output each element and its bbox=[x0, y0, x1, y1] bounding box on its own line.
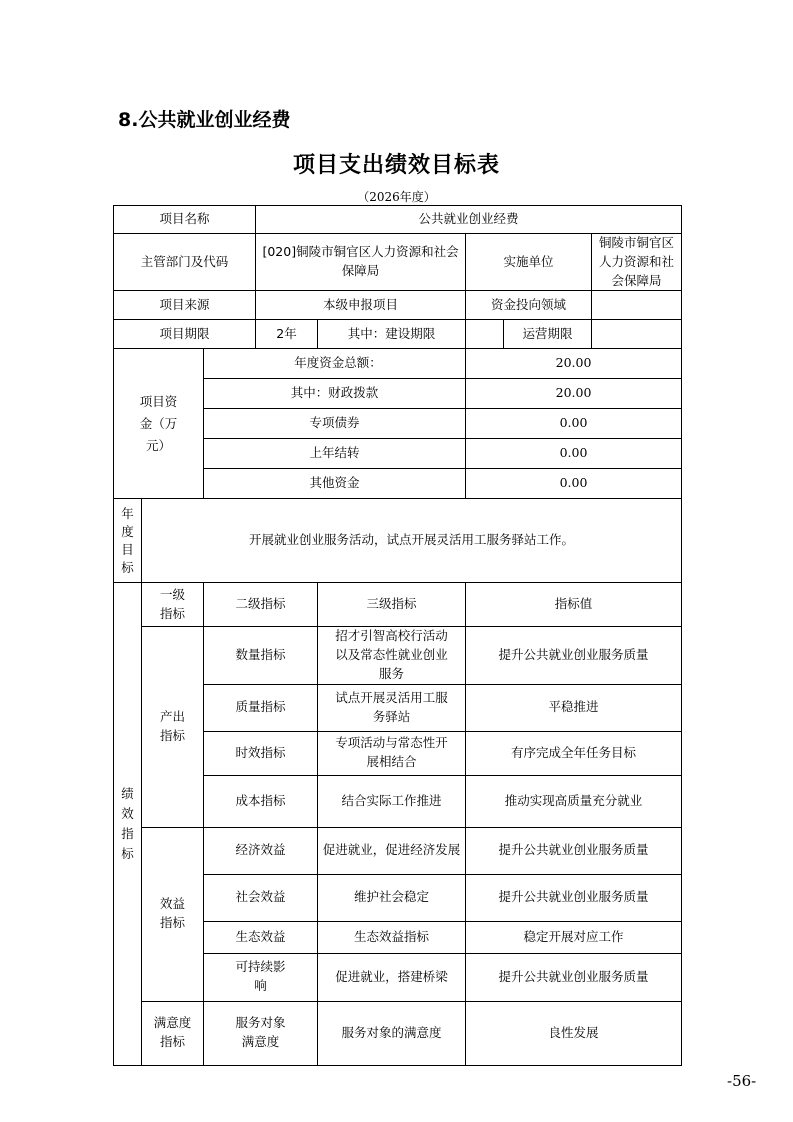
fund-row-label: 专项债券 bbox=[204, 409, 466, 439]
impl-label: 实施单位 bbox=[466, 234, 592, 291]
indicator-level2: 经济效益 bbox=[204, 827, 318, 874]
indicator-value: 提升公共就业创业服务质量 bbox=[466, 827, 682, 874]
project-name-label: 项目名称 bbox=[114, 206, 256, 234]
indicator-value: 提升公共就业创业服务质量 bbox=[466, 627, 682, 684]
indicators-label: 绩效指标 bbox=[114, 583, 142, 1065]
source-label: 项目来源 bbox=[114, 291, 256, 320]
page-title: 项目支出绩效目标表 bbox=[292, 153, 500, 178]
project-name: 公共就业创业经费 bbox=[256, 206, 682, 234]
fund-row-value: 0.00 bbox=[466, 409, 682, 439]
indicator-level2: 生态效益 bbox=[204, 921, 318, 953]
indicator-level3: 专项活动与常态性开展相结合 bbox=[318, 731, 466, 775]
invest-label: 资金投向领域 bbox=[466, 291, 592, 320]
indicator-value: 有序完成全年任务目标 bbox=[466, 731, 682, 775]
output-indicator-label: 产出指标 bbox=[142, 627, 204, 827]
year-label: （2026年度） bbox=[357, 190, 436, 204]
fund-row-value: 20.00 bbox=[466, 349, 682, 379]
dept-value: [020]铜陵市铜官区人力资源和社会保障局 bbox=[256, 234, 466, 291]
funds-label: 项目资金（万元） bbox=[114, 349, 204, 499]
header-level3: 三级指标 bbox=[318, 583, 466, 627]
impl-value: 铜陵市铜官区人力资源和社会保障局 bbox=[592, 234, 682, 291]
build-label: 其中：建设期限 bbox=[318, 320, 466, 349]
indicator-value: 良性发展 bbox=[466, 1001, 682, 1065]
indicator-level3: 促进就业，促进经济发展 bbox=[318, 827, 466, 874]
fund-row-label: 其他资金 bbox=[204, 469, 466, 499]
indicator-level3: 维护社会稳定 bbox=[318, 874, 466, 921]
fund-row-label: 年度资金总额： bbox=[204, 349, 466, 379]
fund-row-value: 20.00 bbox=[466, 379, 682, 409]
fund-row-value: 0.00 bbox=[466, 439, 682, 469]
performance-goal-table bbox=[113, 205, 682, 1066]
indicator-level3: 生态效益指标 bbox=[318, 921, 466, 953]
indicator-level2: 成本指标 bbox=[204, 775, 318, 827]
indicator-value: 推动实现高质量充分就业 bbox=[466, 775, 682, 827]
fund-row-label: 上年结转 bbox=[204, 439, 466, 469]
indicator-level2: 时效指标 bbox=[204, 731, 318, 775]
fund-row-value: 0.00 bbox=[466, 469, 682, 499]
section-title: 8.公共就业创业经费 bbox=[118, 109, 291, 131]
period-value: 2年 bbox=[256, 320, 318, 349]
invest-value bbox=[592, 291, 682, 320]
indicator-level3: 结合实际工作推进 bbox=[318, 775, 466, 827]
indicator-level2: 服务对象满意度 bbox=[204, 1001, 318, 1065]
build-value bbox=[466, 320, 504, 349]
header-level1: 一级指标 bbox=[142, 583, 204, 627]
indicator-level2: 质量指标 bbox=[204, 684, 318, 731]
indicator-level2: 社会效益 bbox=[204, 874, 318, 921]
indicator-value: 稳定开展对应工作 bbox=[466, 921, 682, 953]
period-label: 项目期限 bbox=[114, 320, 256, 349]
benefit-indicator-label: 效益指标 bbox=[142, 827, 204, 1001]
indicator-level3: 试点开展灵活用工服务驿站 bbox=[318, 684, 466, 731]
annual-goal-text: 开展就业创业服务活动，试点开展灵活用工服务驿站工作。 bbox=[142, 499, 682, 583]
indicator-level3: 促进就业，搭建桥梁 bbox=[318, 953, 466, 1001]
dept-label: 主管部门及代码 bbox=[114, 234, 256, 291]
indicator-level3: 服务对象的满意度 bbox=[318, 1001, 466, 1065]
source-value: 本级申报项目 bbox=[256, 291, 466, 320]
indicator-value: 提升公共就业创业服务质量 bbox=[466, 874, 682, 921]
fund-row-label: 其中：财政拨款 bbox=[204, 379, 466, 409]
indicator-level2: 数量指标 bbox=[204, 627, 318, 684]
annual-goal-label: 年度目标 bbox=[114, 499, 142, 583]
page-number: -56- bbox=[727, 1072, 757, 1090]
indicator-value: 平稳推进 bbox=[466, 684, 682, 731]
indicator-level2: 可持续影响 bbox=[204, 953, 318, 1001]
indicator-value: 提升公共就业创业服务质量 bbox=[466, 953, 682, 1001]
operate-value bbox=[592, 320, 682, 349]
satisfaction-indicator-label: 满意度指标 bbox=[142, 1001, 204, 1065]
operate-label: 运营期限 bbox=[504, 320, 592, 349]
indicator-level3: 招才引智高校行活动以及常态性就业创业服务 bbox=[318, 627, 466, 684]
header-value: 指标值 bbox=[466, 583, 682, 627]
header-level2: 二级指标 bbox=[204, 583, 318, 627]
